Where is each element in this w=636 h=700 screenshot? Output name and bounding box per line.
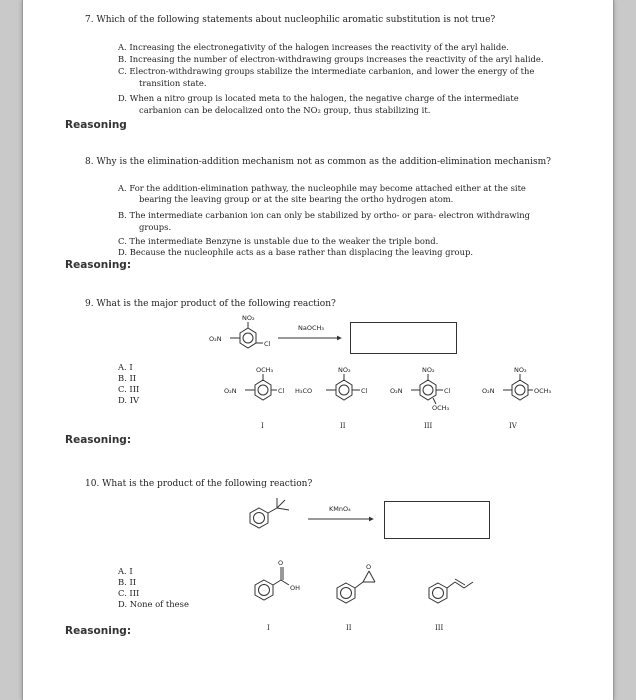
q10-label-iii: III	[435, 624, 444, 632]
q10-i-oh: OH	[290, 584, 301, 592]
q10-label-ii: II	[346, 624, 352, 632]
q9-iv-och3: OCH₃	[534, 387, 552, 395]
q10-i-o: O	[278, 559, 284, 567]
q9-reactant-cl: Cl	[264, 340, 271, 348]
q9-option-structure-i	[224, 366, 285, 430]
q10-reactant	[250, 498, 289, 528]
q9-choice-a: A. I	[118, 362, 133, 372]
q9-option-structure-iii	[390, 366, 451, 430]
q9-label-iv: IV	[509, 422, 517, 430]
worksheet-page	[22, 0, 614, 700]
q9-ii-cl: Cl	[361, 387, 368, 395]
q9-ii-no2: NO₂	[338, 366, 351, 374]
q10-option-structure-i	[255, 559, 300, 632]
q7-reasoning: Reasoning	[65, 119, 127, 131]
q9-iii-cl: Cl	[444, 387, 451, 395]
q9-iii-o2n: O₂N	[390, 387, 403, 395]
q9-question: 9. What is the major product of the following reaction?	[85, 299, 336, 309]
q8-option-d: D. Because the nucleophile acts as a base rather than displacing the leaving group.	[118, 247, 473, 257]
q9-choice-c: C. III	[118, 384, 140, 394]
q7-question: 7. Which of the following statements about nucleophilic aromatic substitution is not true?	[85, 15, 496, 25]
q10-ii-o: O	[366, 563, 372, 571]
q8-option-a: A. For the addition-elimination pathway, the nucleophile may become attached either at the site	[118, 183, 526, 193]
q9-iii-och3: OCH₃	[432, 404, 450, 412]
q10-option-structure-ii	[337, 563, 375, 632]
q9-choice-d: D. IV	[118, 395, 140, 405]
q9-reactant	[209, 314, 271, 348]
q9-iv-o2n: O₂N	[482, 387, 495, 395]
q9-reactant-o2n: O₂N	[209, 335, 222, 343]
q8-option-a-cont: bearing the leaving group or at the site bearing the ortho hydrogen atom.	[139, 194, 454, 204]
q10-choice-b: B. II	[118, 577, 137, 587]
q9-i-o2n: O₂N	[224, 387, 237, 395]
q7-option-d-cont: carbanion can be delocalized onto the NO₂ group, thus stabilizing it.	[139, 105, 431, 115]
q9-label-ii: II	[340, 422, 346, 430]
q10-reasoning: Reasoning:	[65, 625, 132, 637]
q8-option-b: B. The intermediate carbanion ion can only be stabilized by ortho- or para- electron withdrawing	[118, 210, 531, 220]
q8-question: 8. Why is the elimination-addition mechanism not as common as the addition-elimination mechanism?	[85, 157, 551, 167]
structures-layer	[23, 0, 613, 700]
q9-reagent: NaOCH₃	[298, 324, 324, 332]
q9-i-cl: Cl	[278, 387, 285, 395]
q7-option-b: B. Increasing the number of electron-withdrawing groups increases the reactivity of the aryl halide.	[118, 54, 544, 64]
q10-choice-d: D. None of these	[118, 599, 189, 609]
q7-option-d: D. When a nitro group is located meta to the halogen, the negative charge of the intermediate	[118, 93, 519, 103]
q9-label-iii: III	[424, 422, 433, 430]
q9-option-structure-ii	[295, 366, 368, 430]
q9-label-i: I	[261, 422, 264, 430]
q9-reactant-no2: NO₂	[242, 314, 255, 322]
q10-choice-a: A. I	[118, 566, 133, 576]
q9-i-och3: OCH₃	[256, 366, 274, 374]
q10-question: 10. What is the product of the following reaction?	[85, 479, 313, 489]
q10-label-i: I	[267, 624, 270, 632]
q7-option-c: C. Electron-withdrawing groups stabilize the intermediate carbanion, and lower the energy of the	[118, 66, 535, 76]
q7-option-a: A. Increasing the electronegativity of the halogen increases the reactivity of the aryl halide.	[118, 42, 509, 52]
q9-iv-no2: NO₂	[514, 366, 527, 374]
q7-option-c-cont: transition state.	[139, 78, 207, 88]
q9-option-structure-iv	[482, 366, 552, 430]
q9-iii-no2: NO₂	[422, 366, 435, 374]
q9-reasoning: Reasoning:	[65, 434, 132, 446]
q10-choice-c: C. III	[118, 588, 140, 598]
q9-ii-h3co: H₃CO	[295, 387, 313, 395]
q8-reasoning: Reasoning:	[65, 259, 132, 271]
q9-choice-b: B. II	[118, 373, 137, 383]
q8-option-c: C. The intermediate Benzyne is unstable due to the weaker the triple bond.	[118, 236, 439, 246]
q8-option-b-cont: groups.	[139, 222, 172, 232]
q10-reagent: KMnO₄	[329, 505, 351, 513]
q10-option-structure-iii	[429, 579, 473, 632]
